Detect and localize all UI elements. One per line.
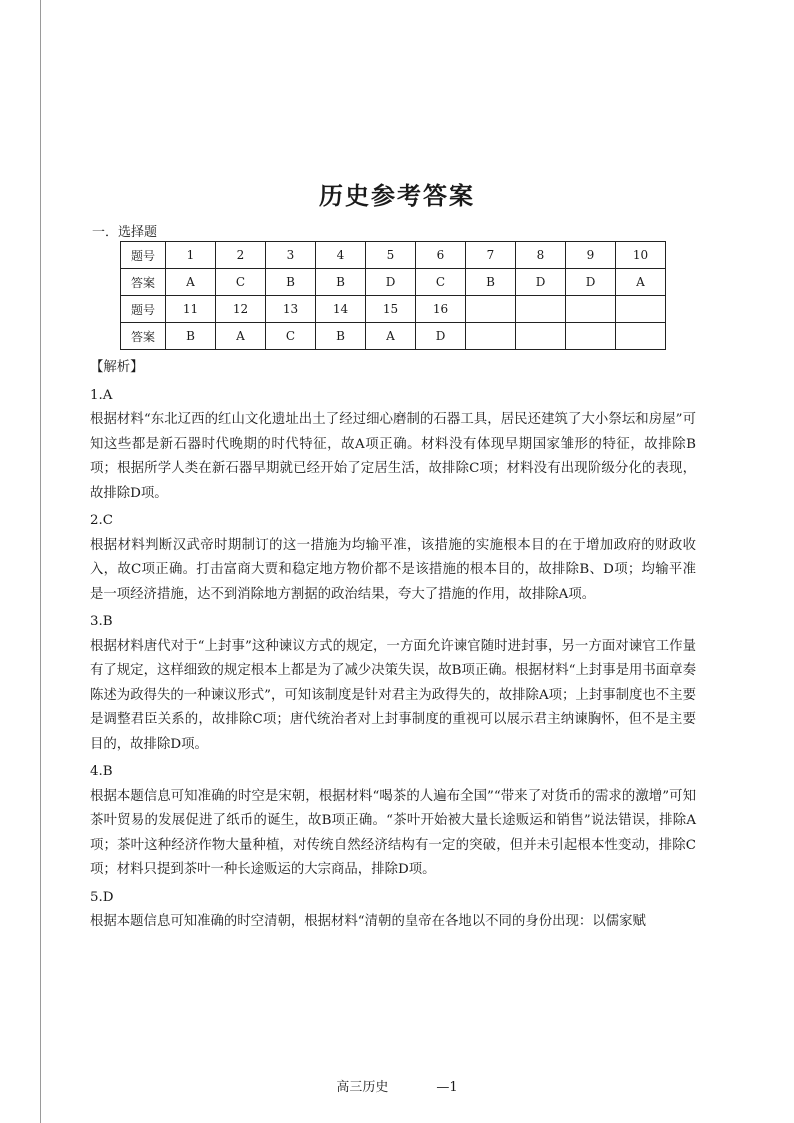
table-cell xyxy=(566,296,616,323)
table-cell: 3 xyxy=(266,242,316,269)
table-cell: B xyxy=(166,323,216,350)
binding-margin-line xyxy=(40,0,41,1123)
table-cell: 16 xyxy=(416,296,466,323)
row-label: 答案 xyxy=(121,323,166,350)
table-cell: 5 xyxy=(366,242,416,269)
analysis-heading: 【解析】 xyxy=(90,360,144,375)
question-number: 1.A xyxy=(90,387,113,403)
table-cell xyxy=(566,323,616,350)
table-cell xyxy=(616,296,666,323)
table-cell: B xyxy=(266,269,316,296)
table-cell: D xyxy=(566,269,616,296)
table-cell: D xyxy=(366,269,416,296)
table-cell xyxy=(516,323,566,350)
table-cell: 6 xyxy=(416,242,466,269)
footer-subject: 高三历史 xyxy=(336,1080,389,1095)
row-label: 答案 xyxy=(121,269,166,296)
table-cell: B xyxy=(466,269,516,296)
table-cell xyxy=(516,296,566,323)
question-number: 2.C xyxy=(90,513,114,528)
question-number: 3.B xyxy=(90,614,113,629)
question-analysis: 根据本题信息可知准确的时空是宋朝，根据材料“喝茶的人遍布全国”“带来了对货币的需求的激增”可知茶叶贸易的发展促进了纸币的诞生，故B项正确。“茶叶开始被大量长途贩运和销售”说法错误，排除A项；茶叶这种经济作物大量种植，对传统自然经济结构有一定的突破，但并未引起根本性变动，排除C项；材料只提到茶叶一种长途贩运的大宗商品，排除D项。 xyxy=(90,788,696,877)
table-cell: A xyxy=(366,323,416,350)
table-cell: 15 xyxy=(366,296,416,323)
section-heading: 一．选择题 xyxy=(92,225,158,240)
answer-table xyxy=(120,241,666,350)
table-row xyxy=(121,296,666,323)
question-analysis: 根据材料判断汉武帝时期制订的这一措施为均输平准，该措施的实施根本目的在于增加政府的财政收入，故C项正确。打击富商大贾和稳定地方物价都不是该措施的根本目的，故排除B、D项；均输平准是一项经济措施，达不到消除地方割据的政治结果，夸大了措施的作用，故排除A项。 xyxy=(90,537,696,602)
row-label: 题号 xyxy=(121,296,166,323)
table-cell xyxy=(466,296,516,323)
question-number: 4.B xyxy=(90,764,113,779)
table-cell: 2 xyxy=(216,242,266,269)
table-cell: 11 xyxy=(166,296,216,323)
table-cell xyxy=(616,323,666,350)
table-cell: 8 xyxy=(516,242,566,269)
table-cell: 14 xyxy=(316,296,366,323)
table-cell: C xyxy=(416,269,466,296)
question-analysis: 根据材料“东北辽西的红山文化遗址出土了经过细心磨制的石器工具，居民还建筑了大小祭坛和房屋”可知这些都是新石器时代晚期的时代特征，故A项正确。材料没有体现早期国家雏形的特征，故排除B项；根据所学人类在新石器早期就已经开始了定居生活，故排除C项；材料没有出现阶级分化的表现，故排除D项。 xyxy=(90,412,696,501)
row-label: 题号 xyxy=(121,242,166,269)
table-row xyxy=(121,323,666,350)
table-cell: 4 xyxy=(316,242,366,269)
table-cell: C xyxy=(216,269,266,296)
table-cell: 12 xyxy=(216,296,266,323)
question-number: 5.D xyxy=(90,889,114,905)
question-analysis: 根据本题信息可知准确的时空清朝，根据材料“清朝的皇帝在各地以不同的身份出现：以儒家赋 xyxy=(90,914,646,929)
table-cell: 9 xyxy=(566,242,616,269)
table-cell: D xyxy=(516,269,566,296)
table-cell xyxy=(466,323,516,350)
table-cell: D xyxy=(416,323,466,350)
table-cell: A xyxy=(616,269,666,296)
table-cell: B xyxy=(316,269,366,296)
analysis-content xyxy=(90,356,696,935)
table-cell: 10 xyxy=(616,242,666,269)
table-cell: 1 xyxy=(166,242,216,269)
table-cell: A xyxy=(216,323,266,350)
table-cell: A xyxy=(166,269,216,296)
table-cell: C xyxy=(266,323,316,350)
table-row xyxy=(121,269,666,296)
page-title: 历史参考答案 xyxy=(319,182,475,210)
table-cell: 7 xyxy=(466,242,516,269)
table-cell: 13 xyxy=(266,296,316,323)
page-footer xyxy=(0,1076,794,1095)
question-analysis: 根据材料唐代对于“上封事”这种谏议方式的规定，一方面允许谏官随时进封事，另一方面对谏官工作量有了规定，这样细致的规定根本上都是为了减少决策失误，故B项正确。根据材料“上封事是用书面章奏陈述为政得失的一种谏议形式”，可知该制度是针对君主为政得失的，故排除A项；上封事制度也不主要是调整君臣关系的，故排除C项；唐代统治者对上封事制度的重视可以展示君主纳谏胸怀，但不是主要目的，故排除D项。 xyxy=(90,638,696,752)
table-row xyxy=(121,242,666,269)
page-number: —1 xyxy=(436,1080,458,1095)
table-cell: B xyxy=(316,323,366,350)
